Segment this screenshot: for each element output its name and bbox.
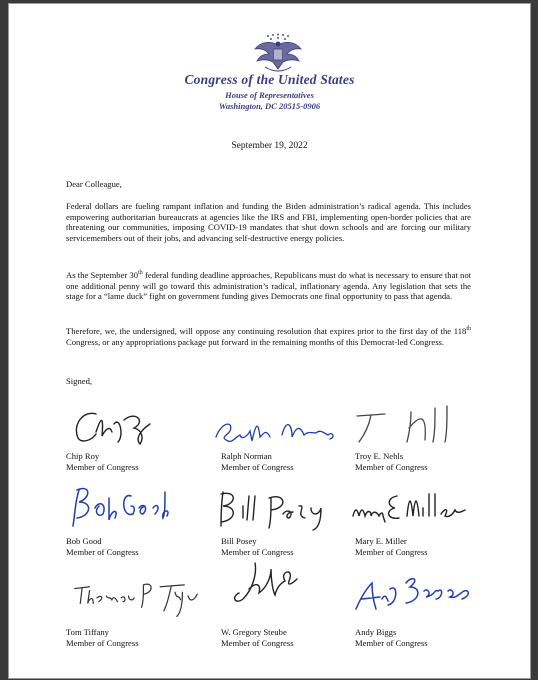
signature-bob-good [69,482,199,530]
signature-andy-biggs [352,569,482,617]
signer-name: Chip Roy [66,451,100,461]
signer-role: Member of Congress [221,638,294,648]
signer-role: Member of Congress [66,462,139,472]
signature-troy-nehls [349,402,479,450]
signer-name: Andy Biggs [355,627,397,637]
house-seal-icon [253,33,303,75]
signer-role: Member of Congress [355,547,428,557]
signature-mary-miller [349,486,479,534]
signature-ralph-norman [212,407,342,455]
letter-page [8,3,531,679]
signer-name: Troy E. Nehls [355,451,404,461]
signer-name: Ralph Norman [221,451,272,461]
signer-name: Tom Tiffany [66,627,109,637]
paragraph-1: Federal dollars are fueling rampant inflation and funding the Biden administration’s radical agenda. This includes empowering authoritarian bureaucrats at agencies like the IRS and FBI, implementing open-border policies that are threatening our communities, imposing COVID-19 mandates that shut down schools and are forcing our military servicemembers out of their jobs, and advancing self-destructive energy policies. [66,201,471,243]
closing: Signed, [66,376,93,386]
letterhead-chamber: House of Representatives [225,90,314,100]
signer-name: Mary E. Miller [355,536,407,546]
paragraph-2: As the September 30th federal funding deadline approaches, Republicans must do what is necessary to ensure that not one additional penny will go toward this administration’s radical, inflationary agenda. Any legislation that sets the stage for a “lame duck” fight on government funding gives Democrats one final opportunity to pass that agenda. [66,270,471,302]
signer-role: Member of Congress [66,638,139,648]
signer-role: Member of Congress [221,462,294,472]
signer-name: W. Gregory Steube [221,627,287,637]
letterhead-title: Congress of the United States [184,72,355,87]
signer-role: Member of Congress [66,547,139,557]
signer-role: Member of Congress [355,462,428,472]
letter-date: September 19, 2022 [231,141,308,151]
signer-role: Member of Congress [355,638,428,648]
signature-bill-posey [215,486,345,534]
signer-name: Bill Posey [221,536,257,546]
greeting: Dear Colleague, [66,179,122,189]
signer-role: Member of Congress [221,547,294,557]
letterhead-address: Washington, DC 20515-0906 [218,101,321,111]
paragraph-3: Therefore, we, the undersigned, will oppose any continuing resolution that expires prior to the first day of the 118th Congress, or any appropriations package put forward in the remaining months of this Democrat-led Congress. [66,326,471,347]
signature-chip-roy [66,402,196,450]
signature-greg-steube [227,559,357,607]
signature-tom-tiffany [71,572,201,620]
signer-name: Bob Good [66,536,102,546]
